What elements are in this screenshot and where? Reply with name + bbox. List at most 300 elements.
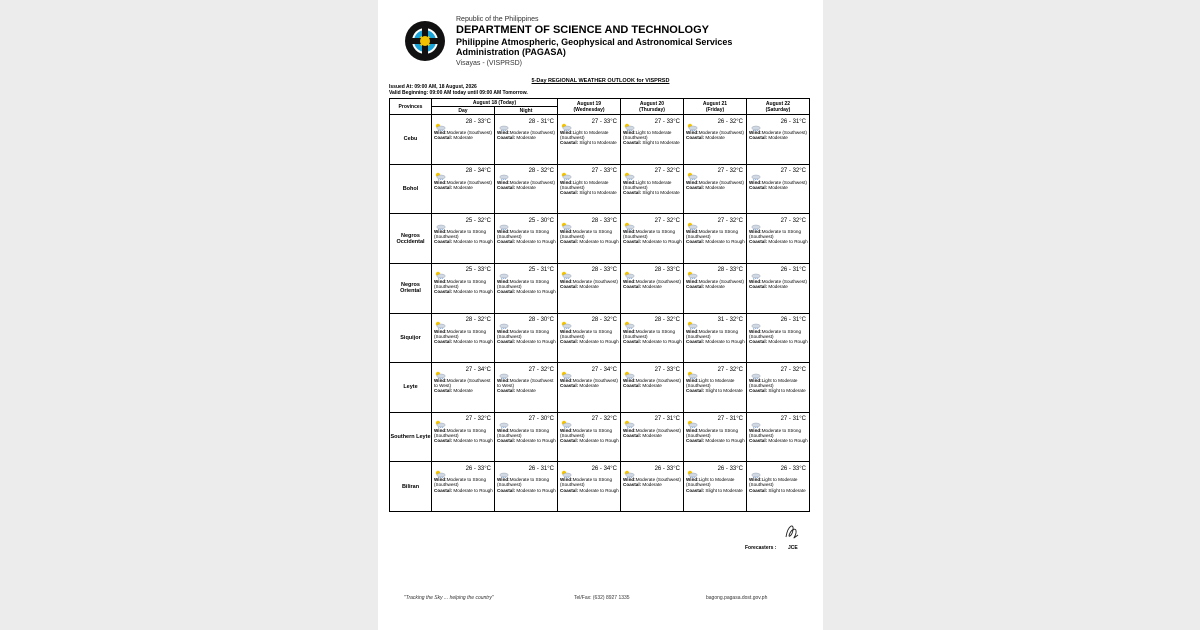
sun-cloud-rain-icon xyxy=(560,266,572,274)
temperature-range: 27 - 32°C xyxy=(465,416,491,423)
forecast-cell xyxy=(495,363,558,413)
forecast-cell xyxy=(432,313,495,363)
temperature-range: 26 - 33°C xyxy=(654,465,680,472)
table-row xyxy=(390,363,810,413)
cloud-rain-icon xyxy=(749,266,761,274)
coastal-label: Coastal: xyxy=(749,437,768,443)
temperature-range: 27 - 32°C xyxy=(780,366,806,373)
temperature-range: 26 - 33°C xyxy=(780,465,806,472)
forecast-cell xyxy=(684,363,747,413)
coastal-label: Coastal: xyxy=(497,338,516,344)
temperature-range: 28 - 33°C xyxy=(465,118,491,125)
coastal-value: Moderate to Rough xyxy=(453,487,493,493)
wind-text xyxy=(749,378,808,388)
coastal-value: Moderate to Rough xyxy=(453,437,493,443)
coastal-text xyxy=(686,239,745,244)
coastal-value: Moderate to Rough xyxy=(642,239,682,245)
province-name: Biliran xyxy=(390,462,432,512)
footer-website: bagong.pagasa.dost.gov.ph xyxy=(706,595,768,601)
day-date: August 20 xyxy=(639,100,665,107)
wind-label: Wind: xyxy=(623,378,636,384)
coastal-value: Moderate xyxy=(768,283,788,289)
coastal-label: Coastal: xyxy=(434,239,453,245)
coastal-text xyxy=(623,482,682,487)
wind-label: Wind: xyxy=(749,427,762,433)
forecast-cell xyxy=(684,412,747,462)
coastal-value: Moderate to Rough xyxy=(516,239,556,245)
temperature-range: 26 - 31°C xyxy=(780,267,806,274)
temperature-range: 26 - 32°C xyxy=(717,118,743,125)
forecast-cell xyxy=(621,412,684,462)
wind-text xyxy=(497,477,556,487)
cloud-rain-icon xyxy=(497,167,509,175)
sun-cloud-rain-icon xyxy=(623,366,635,374)
wind-value: Moderate to Strong (Southwest) xyxy=(434,229,487,240)
temperature-range: 25 - 31°C xyxy=(528,267,554,274)
wind-value: Moderate to Strong (Southwest) xyxy=(434,278,487,289)
wind-label: Wind: xyxy=(686,378,699,384)
wind-value: Moderate (Southwest) xyxy=(761,130,807,135)
temperature-range: 28 - 34°C xyxy=(465,168,491,175)
coastal-value: Slight to Moderate xyxy=(705,487,743,493)
sun-cloud-rain-icon xyxy=(686,266,698,274)
coastal-value: Moderate xyxy=(705,135,725,141)
coastal-text xyxy=(560,284,619,289)
forecast-cell xyxy=(684,115,747,165)
wind-text xyxy=(434,378,493,388)
wind-label: Wind: xyxy=(686,130,699,135)
coastal-value: Moderate to Rough xyxy=(768,239,808,245)
coastal-value: Moderate to Rough xyxy=(453,338,493,344)
day-weekday: (Saturday) xyxy=(765,106,791,113)
wind-value: Light to Moderate (Southwest) xyxy=(623,130,672,141)
wind-value: Moderate to Strong (Southwest) xyxy=(749,427,802,438)
pagasa-logo-icon xyxy=(404,20,446,62)
wind-value: Moderate (Southwest) xyxy=(698,130,744,135)
temperature-range: 28 - 32°C xyxy=(528,168,554,175)
wind-value: Moderate to Strong (Southwest) xyxy=(497,328,550,339)
wind-label: Wind: xyxy=(560,378,573,384)
temperature-range: 27 - 33°C xyxy=(591,118,617,125)
agency-line-2: Administration (PAGASA) xyxy=(456,47,566,57)
forecast-cell xyxy=(558,363,621,413)
forecast-cell xyxy=(684,214,747,264)
wind-value: Light to Moderate (Southwest) xyxy=(560,130,609,141)
wind-label: Wind: xyxy=(623,179,636,185)
wind-label: Wind: xyxy=(749,278,762,284)
temperature-range: 28 - 33°C xyxy=(591,267,617,274)
wind-text xyxy=(434,229,493,239)
coastal-label: Coastal: xyxy=(749,135,768,141)
forecast-rows xyxy=(390,115,810,512)
cloud-rain-icon xyxy=(497,366,509,374)
coastal-value: Moderate xyxy=(642,432,662,438)
coastal-label: Coastal: xyxy=(686,184,705,190)
coastal-label: Coastal: xyxy=(434,388,453,394)
coastal-label: Coastal: xyxy=(497,437,516,443)
wind-value: Light to Moderate (Southwest) xyxy=(749,477,798,488)
wind-label: Wind: xyxy=(497,427,510,433)
wind-text xyxy=(560,229,619,239)
coastal-text xyxy=(560,190,619,195)
wind-label: Wind: xyxy=(749,130,762,135)
coastal-text xyxy=(686,388,745,393)
cloud-rain-icon xyxy=(749,316,761,324)
wind-text xyxy=(623,130,682,140)
forecast-cell xyxy=(621,363,684,413)
coastal-value: Moderate to Rough xyxy=(705,437,745,443)
issued-at: Issued At: 09:00 AM, 18 August, 2026 xyxy=(389,84,477,90)
coastal-label: Coastal: xyxy=(434,338,453,344)
wind-label: Wind: xyxy=(560,477,573,483)
wind-value: Moderate (Southwest) xyxy=(509,130,555,135)
coastal-label: Coastal: xyxy=(749,239,768,245)
coastal-text xyxy=(497,488,556,493)
cloud-rain-icon xyxy=(434,217,446,225)
wind-label: Wind: xyxy=(560,278,573,284)
coastal-value: Moderate to Rough xyxy=(705,338,745,344)
wind-value: Moderate (Southwest) xyxy=(446,130,492,135)
wind-label: Wind: xyxy=(434,179,447,185)
wind-text xyxy=(686,428,745,438)
sun-cloud-rain-icon xyxy=(560,415,572,423)
wind-value: Moderate to Strong (Southwest) xyxy=(497,229,550,240)
forecast-cell xyxy=(495,214,558,264)
forecast-cell xyxy=(432,462,495,512)
wind-text xyxy=(497,378,556,388)
coastal-text xyxy=(749,388,808,393)
table-row xyxy=(390,164,810,214)
coastal-value: Moderate xyxy=(705,283,725,289)
coastal-text xyxy=(623,239,682,244)
coastal-value: Moderate to Rough xyxy=(579,239,619,245)
wind-value: Moderate to Strong (Southwest) xyxy=(560,427,613,438)
wind-label: Wind: xyxy=(686,179,699,185)
forecast-cell xyxy=(684,263,747,313)
coastal-label: Coastal: xyxy=(560,140,579,146)
wind-label: Wind: xyxy=(497,130,510,135)
coastal-label: Coastal: xyxy=(434,437,453,443)
wind-text xyxy=(434,477,493,487)
wind-label: Wind: xyxy=(749,179,762,185)
temperature-range: 26 - 33°C xyxy=(465,465,491,472)
wind-label: Wind: xyxy=(434,229,447,235)
footer-tagline: "Tracking the Sky ... helping the country" xyxy=(404,595,494,601)
coastal-label: Coastal: xyxy=(560,338,579,344)
coastal-text xyxy=(686,488,745,493)
province-name: Negros Occidental xyxy=(390,214,432,264)
wind-label: Wind: xyxy=(497,378,510,384)
day-header-0 xyxy=(558,99,621,115)
wind-value: Moderate (Southwest) xyxy=(635,278,681,284)
coastal-value: Moderate to Rough xyxy=(579,437,619,443)
republic-line: Republic of the Philippines xyxy=(456,16,539,23)
coastal-label: Coastal: xyxy=(749,283,768,289)
wind-label: Wind: xyxy=(686,427,699,433)
coastal-text xyxy=(686,438,745,443)
cloud-rain-icon xyxy=(749,465,761,473)
temperature-range: 26 - 31°C xyxy=(780,118,806,125)
coastal-value: Moderate xyxy=(642,383,662,389)
forecast-cell xyxy=(432,263,495,313)
coastal-label: Coastal: xyxy=(560,487,579,493)
wind-label: Wind: xyxy=(560,179,573,185)
cloud-rain-icon xyxy=(749,118,761,126)
valid-beginning: Valid Beginning: 09:00 AM today until 09:00 AM Tomorrow. xyxy=(389,89,528,96)
wind-value: Moderate to Strong (Southwest) xyxy=(497,278,550,289)
forecasters-label: Forecasters : xyxy=(745,545,777,551)
coastal-label: Coastal: xyxy=(623,432,642,438)
agency-name xyxy=(456,37,732,57)
signature-icon xyxy=(782,521,802,543)
wind-text xyxy=(686,378,745,388)
cloud-rain-icon xyxy=(497,465,509,473)
coastal-value: Moderate to Rough xyxy=(516,437,556,443)
coastal-label: Coastal: xyxy=(623,189,642,195)
table-row xyxy=(390,263,810,313)
wind-label: Wind: xyxy=(560,130,573,135)
forecast-cell xyxy=(558,412,621,462)
day-date: August 19 xyxy=(576,100,602,107)
coastal-value: Moderate xyxy=(579,283,599,289)
wind-label: Wind: xyxy=(623,328,636,334)
coastal-label: Coastal: xyxy=(497,239,516,245)
sun-cloud-rain-icon xyxy=(560,465,572,473)
coastal-text xyxy=(434,438,493,443)
sun-cloud-rain-icon xyxy=(623,465,635,473)
issue-info xyxy=(389,85,528,96)
coastal-value: Slight to Moderate xyxy=(768,388,806,394)
coastal-value: Moderate to Rough xyxy=(453,239,493,245)
temperature-range: 31 - 32°C xyxy=(717,317,743,323)
coastal-text xyxy=(497,239,556,244)
forecast-cell xyxy=(495,263,558,313)
sun-cloud-rain-icon xyxy=(686,118,698,126)
sun-cloud-rain-icon xyxy=(434,266,446,274)
wind-value: Moderate to Strong (Southwest) xyxy=(560,328,613,339)
wind-value: Moderate to Strong (Southwest) xyxy=(749,328,802,339)
coastal-label: Coastal: xyxy=(560,437,579,443)
temperature-range: 27 - 32°C xyxy=(717,168,743,175)
wind-text xyxy=(686,229,745,239)
coastal-text xyxy=(623,284,682,289)
forecast-cell xyxy=(495,313,558,363)
coastal-value: Moderate xyxy=(642,283,662,289)
agency-line-1: Philippine Atmospheric, Geophysical and Astronomical Services xyxy=(456,37,733,47)
wind-value: Moderate to Strong (Southwest) xyxy=(560,477,613,488)
coastal-value: Moderate xyxy=(705,184,725,190)
day-weekday: (Wednesday) xyxy=(573,106,605,113)
forecast-cell xyxy=(558,313,621,363)
coastal-text xyxy=(560,140,619,145)
wind-text xyxy=(560,477,619,487)
forecast-cell xyxy=(747,115,810,165)
wind-value: Moderate to Strong (Southwest) xyxy=(434,328,487,339)
wind-text xyxy=(686,477,745,487)
coastal-label: Coastal: xyxy=(560,239,579,245)
forecast-cell xyxy=(747,214,810,264)
coastal-text xyxy=(497,339,556,344)
coastal-label: Coastal: xyxy=(686,135,705,141)
coastal-label: Coastal: xyxy=(623,140,642,146)
coastal-label: Coastal: xyxy=(623,338,642,344)
wind-label: Wind: xyxy=(686,229,699,235)
province-name: Negros Oriental xyxy=(390,263,432,313)
coastal-label: Coastal: xyxy=(623,482,642,488)
sun-cloud-rain-icon xyxy=(623,266,635,274)
sun-cloud-rain-icon xyxy=(686,465,698,473)
coastal-text xyxy=(749,488,808,493)
wind-label: Wind: xyxy=(686,278,699,284)
coastal-label: Coastal: xyxy=(749,338,768,344)
wind-text xyxy=(497,279,556,289)
forecast-cell xyxy=(558,115,621,165)
temperature-range: 28 - 32°C xyxy=(654,317,680,323)
wind-value: Moderate to Strong (Southwest) xyxy=(497,427,550,438)
coastal-label: Coastal: xyxy=(434,184,453,190)
coastal-value: Moderate to Rough xyxy=(642,338,682,344)
wind-value: Moderate (Southwest) xyxy=(572,378,618,384)
report-title: 5-Day REGIONAL WEATHER OUTLOOK for VISPRSD xyxy=(531,78,670,84)
sun-cloud-rain-icon xyxy=(623,316,635,324)
coastal-label: Coastal: xyxy=(560,189,579,195)
cloud-rain-icon xyxy=(497,316,509,324)
coastal-label: Coastal: xyxy=(686,388,705,394)
wind-text xyxy=(623,180,682,190)
forecast-cell xyxy=(684,164,747,214)
day-header-3 xyxy=(747,99,810,115)
coastal-label: Coastal: xyxy=(749,388,768,394)
coastal-value: Moderate xyxy=(516,184,536,190)
coastal-label: Coastal: xyxy=(434,289,453,295)
wind-text xyxy=(497,329,556,339)
coastal-value: Slight to Moderate xyxy=(768,487,806,493)
province-name: Bohol xyxy=(390,164,432,214)
sun-cloud-rain-icon xyxy=(686,366,698,374)
wind-value: Moderate to Strong (Southwest) xyxy=(560,229,613,240)
coastal-text xyxy=(434,388,493,393)
province-name: Leyte xyxy=(390,363,432,413)
wind-value: Light to Moderate (Southwest) xyxy=(686,378,735,389)
forecast-cell xyxy=(432,363,495,413)
coastal-value: Moderate xyxy=(453,388,473,394)
temperature-range: 27 - 32°C xyxy=(528,366,554,373)
coastal-text xyxy=(434,339,493,344)
forecast-cell xyxy=(621,214,684,264)
sun-cloud-rain-icon xyxy=(434,465,446,473)
wind-value: Moderate (Southwest) xyxy=(635,378,681,384)
wind-label: Wind: xyxy=(749,229,762,235)
provinces-header: Provinces xyxy=(390,99,432,115)
forecast-cell xyxy=(747,412,810,462)
temperature-range: 27 - 34°C xyxy=(465,366,491,373)
sun-cloud-rain-icon xyxy=(560,167,572,175)
forecast-cell xyxy=(432,412,495,462)
wind-label: Wind: xyxy=(749,378,762,384)
wind-label: Wind: xyxy=(560,328,573,334)
temperature-range: 26 - 34°C xyxy=(591,465,617,472)
department-title: DEPARTMENT OF SCIENCE AND TECHNOLOGY xyxy=(456,24,710,36)
wind-text xyxy=(434,329,493,339)
coastal-value: Slight to Moderate xyxy=(642,189,680,195)
coastal-text xyxy=(686,284,745,289)
coastal-label: Coastal: xyxy=(497,184,516,190)
coastal-text xyxy=(749,135,808,140)
coastal-text xyxy=(434,488,493,493)
wind-label: Wind: xyxy=(560,427,573,433)
footer-telfax: Tel/Fax: (632) 8927 1335 xyxy=(574,595,630,601)
temperature-range: 28 - 33°C xyxy=(654,267,680,274)
coastal-text xyxy=(686,185,745,190)
coastal-label: Coastal: xyxy=(497,388,516,394)
wind-label: Wind: xyxy=(434,477,447,483)
coastal-text xyxy=(749,239,808,244)
temperature-range: 28 - 33°C xyxy=(591,217,617,224)
coastal-label: Coastal: xyxy=(560,383,579,389)
temperature-range: 26 - 31°C xyxy=(528,465,554,472)
coastal-value: Moderate xyxy=(516,388,536,394)
sun-cloud-rain-icon xyxy=(434,366,446,374)
wind-text xyxy=(560,329,619,339)
coastal-text xyxy=(497,135,556,140)
wind-label: Wind: xyxy=(560,229,573,235)
wind-text xyxy=(560,428,619,438)
coastal-text xyxy=(497,289,556,294)
wind-value: Moderate to Strong (Southwest) xyxy=(434,427,487,438)
forecast-cell xyxy=(747,164,810,214)
coastal-label: Coastal: xyxy=(686,338,705,344)
coastal-label: Coastal: xyxy=(497,135,516,141)
wind-value: Moderate (Southwest to West) xyxy=(434,378,491,389)
coastal-text xyxy=(749,339,808,344)
sun-cloud-rain-icon xyxy=(623,217,635,225)
wind-label: Wind: xyxy=(686,328,699,334)
wind-text xyxy=(749,329,808,339)
coastal-value: Moderate to Rough xyxy=(579,338,619,344)
wind-value: Moderate (Southwest) xyxy=(635,477,681,483)
wind-value: Moderate to Strong (Southwest) xyxy=(686,229,739,240)
wind-value: Moderate (Southwest) xyxy=(446,179,492,185)
wind-value: Moderate (Southwest) xyxy=(635,427,681,433)
wind-text xyxy=(749,428,808,438)
wind-label: Wind: xyxy=(434,328,447,334)
cloud-rain-icon xyxy=(497,415,509,423)
temperature-range: 25 - 30°C xyxy=(528,217,554,224)
wind-text xyxy=(686,329,745,339)
temperature-range: 27 - 32°C xyxy=(780,168,806,175)
temperature-range: 27 - 33°C xyxy=(654,118,680,125)
wind-value: Moderate (Southwest) xyxy=(509,179,555,185)
wind-value: Moderate to Strong (Southwest) xyxy=(497,477,550,488)
forecast-cell xyxy=(747,313,810,363)
forecast-cell xyxy=(495,462,558,512)
coastal-label: Coastal: xyxy=(749,487,768,493)
cloud-rain-icon xyxy=(497,217,509,225)
wind-value: Moderate to Strong (Southwest) xyxy=(434,477,487,488)
wind-label: Wind: xyxy=(623,427,636,433)
coastal-value: Moderate to Rough xyxy=(579,487,619,493)
left-backdrop xyxy=(0,0,378,630)
coastal-text xyxy=(623,190,682,195)
temperature-range: 25 - 33°C xyxy=(465,267,491,274)
forecast-cell xyxy=(684,313,747,363)
wind-value: Moderate to Strong (Southwest) xyxy=(686,328,739,339)
wind-value: Light to Moderate (Southwest) xyxy=(560,179,609,190)
temperature-range: 27 - 32°C xyxy=(780,217,806,224)
wind-value: Moderate (Southwest to West) xyxy=(497,378,554,389)
forecast-cell xyxy=(558,214,621,264)
temperature-range: 27 - 31°C xyxy=(654,416,680,423)
